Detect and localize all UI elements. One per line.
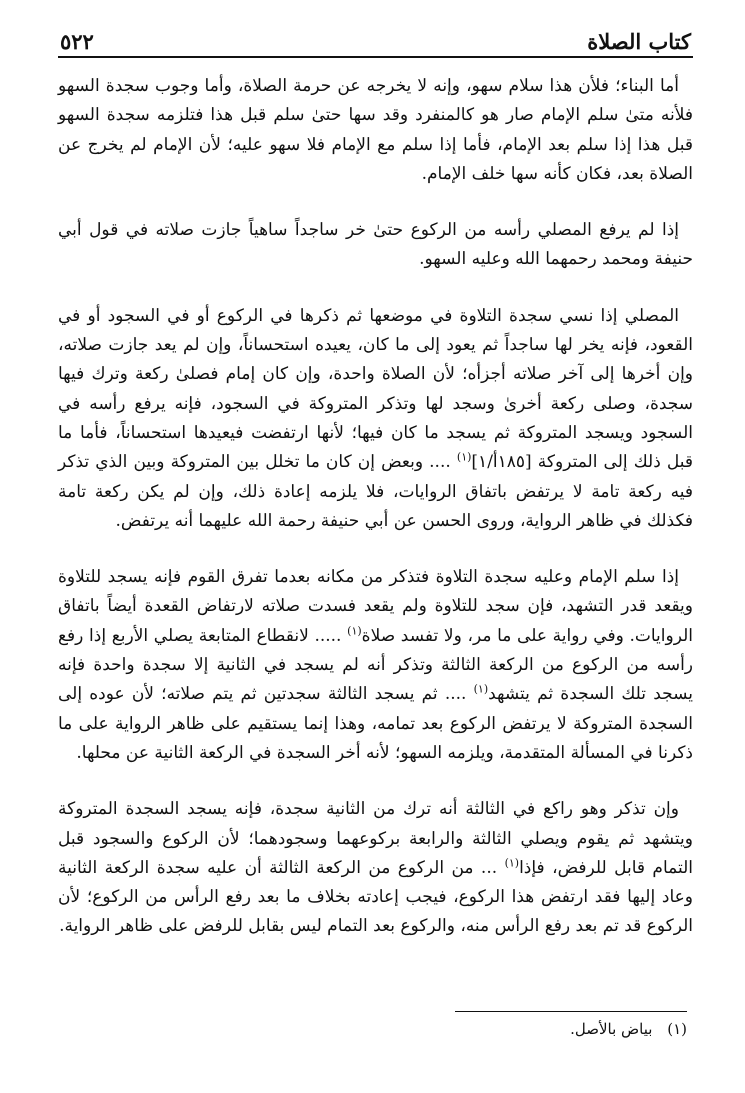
page — [58, 22, 693, 942]
paragraph-text: ... من الركوع من الركعة الثالثة أن عليه سجدة الركعة الثانية وعاد إليها فقد ارتفض هذا الركوع، فيجب إعادته بخلاف ما بعد رفع الرأس من الركوع؛ لأن الركوع قد تم بعد رفع الرأس منه، والركوع بعد التمام ليس بقابل للرفض على ظاهر الرواية. — [58, 857, 693, 937]
paragraph-1 — [58, 72, 693, 189]
chapter-title: كتاب الصلاة — [587, 29, 691, 54]
paragraph-text: أما البناء؛ فلأن هذا سلام سهو، وإنه لا يخرجه عن حرمة الصلاة، وأما وجوب سجدة السهو فلأنه متىٰ سلم الإمام صار هو كالمنفرد وقد سها حتىٰ سلم قبل هذا فتلزمه سجدة السهو قبل هذا إذا سلم بعد الإمام، فأما إذا سلم مع الإمام فلا سهو عليه؛ لأن الإمام لم يخرج عن الصلاة بعد، فكان كأنه سها خلف الإمام. — [58, 76, 693, 184]
paragraph-text: إذا لم يرفع المصلي رأسه من الركوع حتىٰ خر ساجداً ساهياً جازت صلاته في قول أبي حنيفة ومحمد رحمهما الله وعليه السهو. — [58, 220, 693, 270]
footnote — [52, 1020, 687, 1038]
paragraph-text: إذا سلم الإمام وعليه سجدة التلاوة فتذكر من مكانه بعدما تفرق القوم فإنه يسجد للتلاوة ويقعد قدر التشهد، فإن سجد للتلاوة ولم يقعد فسدت صلاته لارتفاض القعدة أيضاً باتفاق الروايات. وفي رواية على ما مر، ولا تفسد صلاة — [58, 567, 693, 646]
main-text — [58, 72, 693, 942]
footnote-text: بياض بالأصل. — [570, 1020, 653, 1038]
running-header — [58, 22, 693, 58]
footnote-reference: (١) — [456, 450, 472, 464]
paragraph-text: .... وبعض إن كان ما تخلل بين المتروكة وبين الذي تذكر فيه ركعة تامة لا يرتفض باتفاق الروايات، فلا يلزمه إعادة ذلك، وإن لم يكن ركعة تامة فكذلك في ظاهر الرواية، وروى الحسن عن أبي حنيفة رحمة الله عليهما أنه يرتفض. — [58, 452, 693, 531]
footnote-reference: (١) — [347, 624, 362, 638]
page-number: ٥٢٢ — [60, 29, 94, 54]
paragraph-text: ..... لانقطاع المتابعة يصلي الأربع إذا رفع رأسه من الركوع من الركعة الثالثة وتذكر أنه لم يسجد في الثانية إلا سجدة واحدة فإنه يسجد تلك السجدة ثم يتشهد — [58, 625, 693, 705]
paragraph-text: .... ثم يسجد الثالثة سجدتين ثم يتم صلاته؛ لأن عوده إلى السجدة المتروكة لا يرتفض الركوع بعد تمامه، وهذا إنما يستقيم على ظاهر الرواية على ما ذكرنا في المسألة المتقدمة، ويلزمه السهو؛ لأنه أخر السجدة في الركعة الثانية عن محلها. — [58, 684, 693, 763]
footnote-reference: (١) — [504, 856, 520, 870]
paragraph-3 — [58, 302, 693, 536]
paragraph-text: وإن تذكر وهو راكع في الثالثة أنه ترك من الثانية سجدة، فإنه يسجد السجدة المتروكة ويتشهد ثم يقوم ويصلي الثالثة والرابعة بركوعهما وسجودهما؛ لأن الركوع والسجود قبل التمام قابل للرفض، فإذا — [58, 799, 694, 878]
footnote-reference: (١) — [473, 682, 489, 696]
paragraph-2 — [58, 216, 693, 275]
footnote-number: (١) — [667, 1020, 687, 1038]
paragraph-5 — [58, 795, 693, 941]
paragraph-text: المصلي إذا نسي سجدة التلاوة في موضعها ثم ذكرها في الركوع أو في السجود أو في القعود، فإنه يخر لها ساجداً ثم يعود إلى ما كان، يعيده استحساناً، وإن لم يعد جازت صلاته، وإن أخرها إلى آخر صلاته أجزأه؛ لأن الصلاة واحدة، وإن كان إمام فصلىٰ ركعة وترك فيها سجدة، وصلى ركعة أخرىٰ وسجد لها وتذكر المتروكة في السجود، فإنه يرفع رأسه في السجود ويسجد المتروكة ثم يسجد ما كان فيها؛ لأنها ارتفضت فيعيدها استحساناً، فأما ما قبل ذلك إلى المتروكة [١٨٥أ/١] — [58, 305, 694, 473]
footnote-separator — [455, 1011, 687, 1012]
paragraph-4 — [58, 563, 693, 768]
